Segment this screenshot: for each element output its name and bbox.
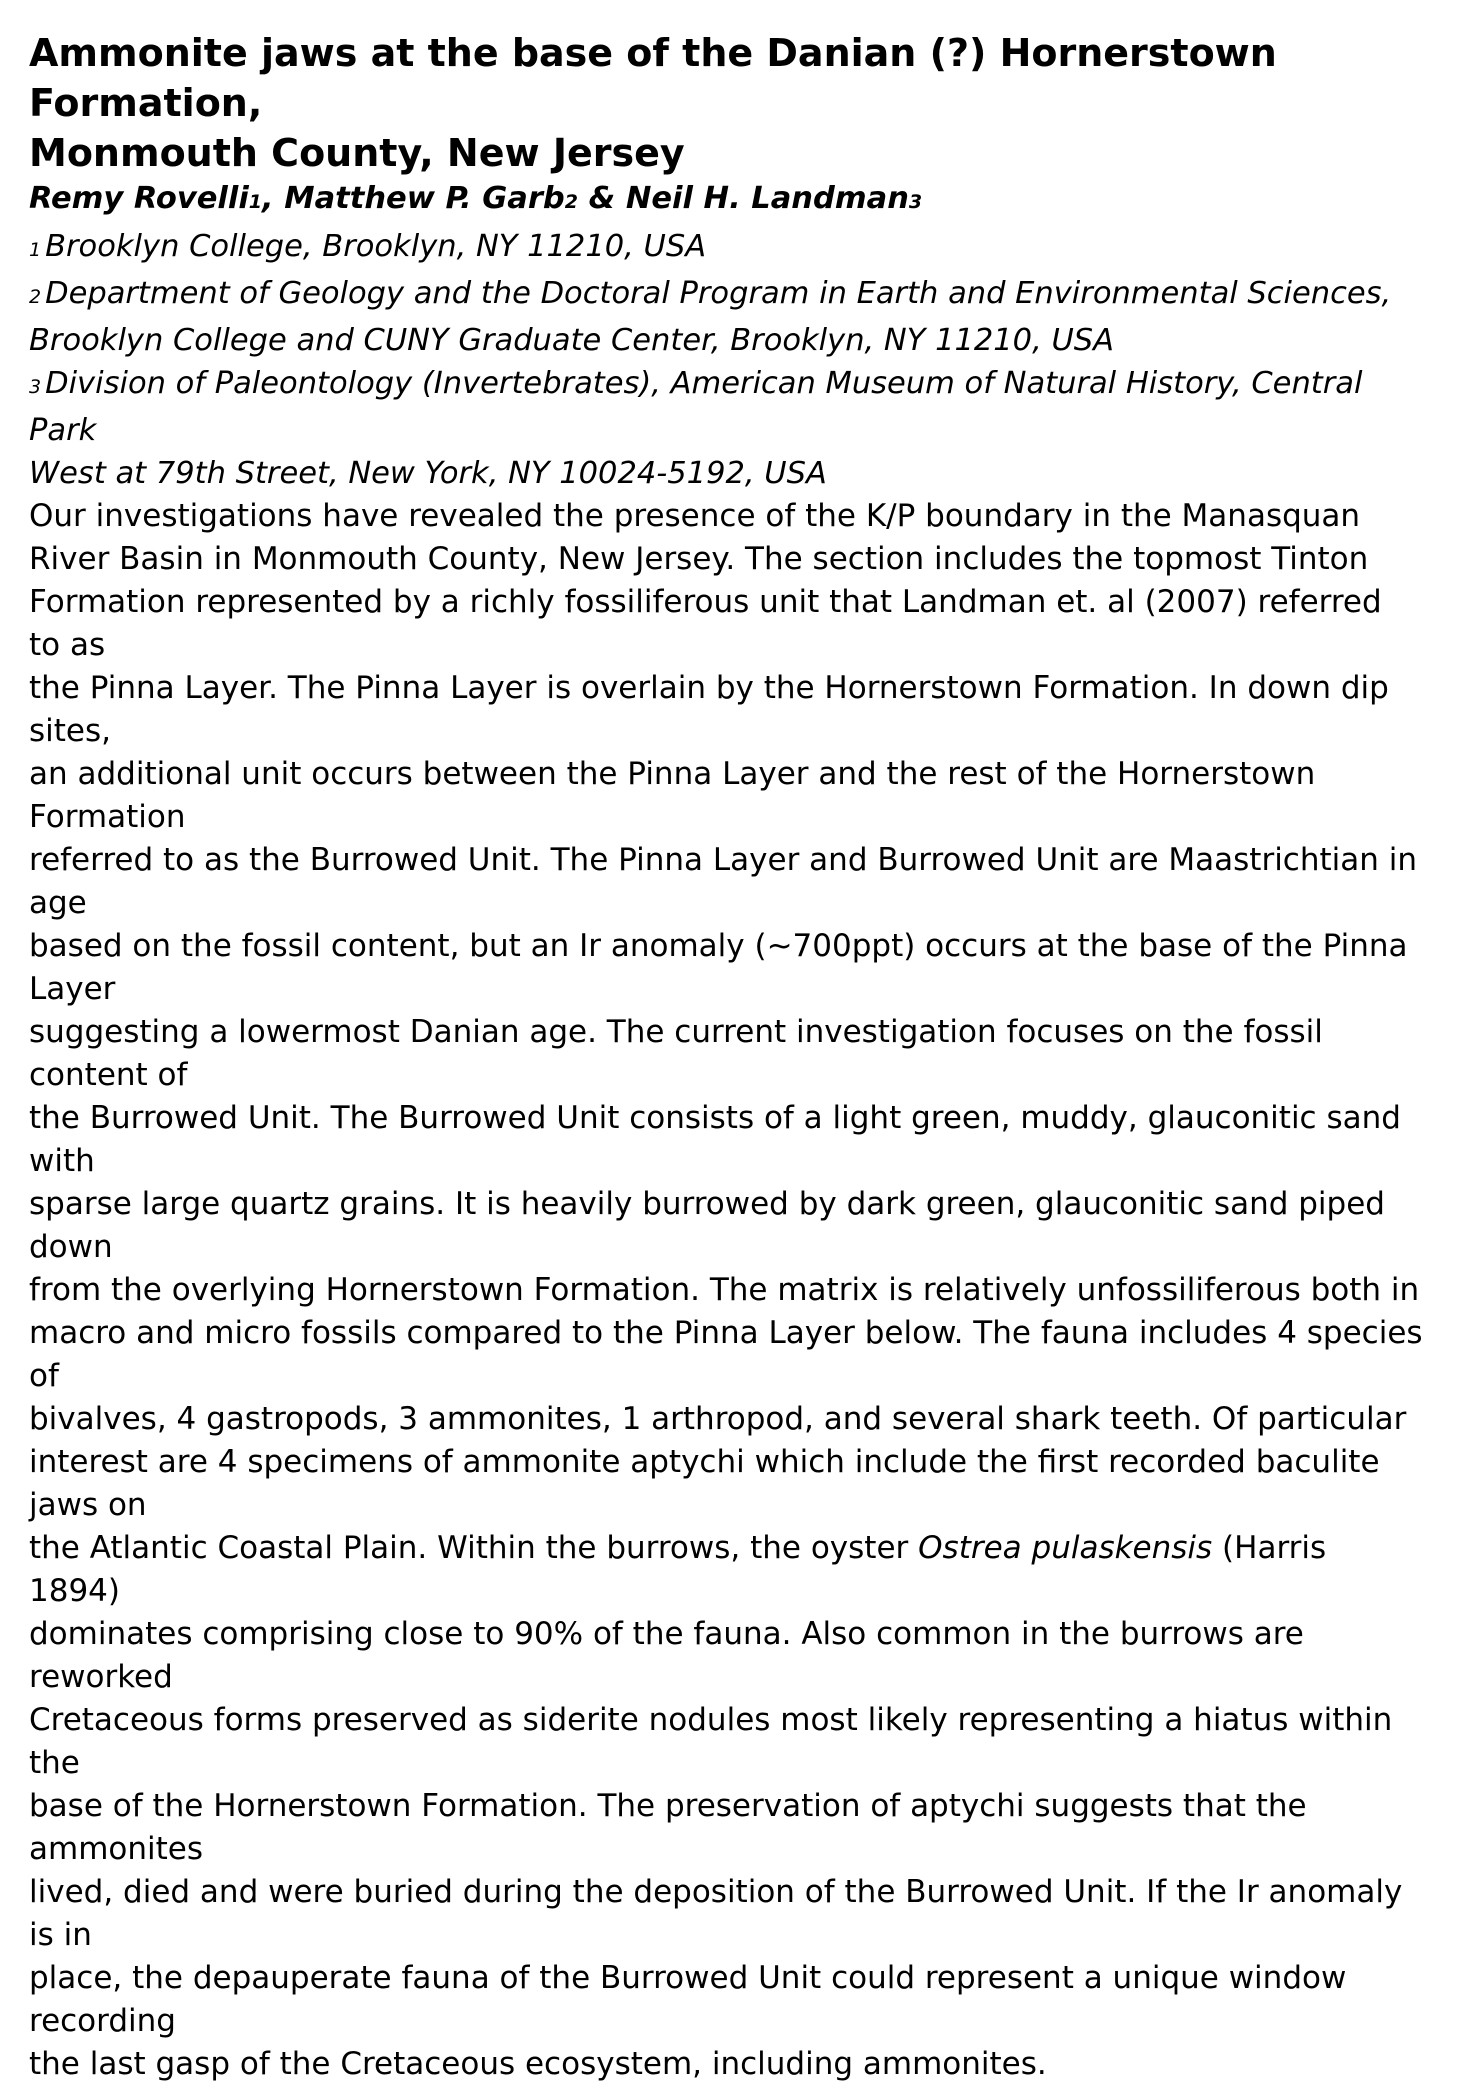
abstract-line: Formation	[29, 799, 186, 835]
affiliations	[29, 225, 1459, 495]
abstract-line: place, the depauperate fauna of the Burrowed Unit could represent a unique window	[29, 1960, 1347, 1996]
abstract-line: reworked	[29, 1659, 173, 1695]
abstract-line	[29, 1527, 1459, 1570]
page-title	[29, 28, 1459, 178]
abstract-line: sparse large quartz grains. It is heavily burrowed by dark green, glauconitic sand piped	[29, 1186, 1385, 1222]
affiliation-text: Brooklyn College, Brooklyn, NY 11210, USA	[45, 229, 707, 264]
abstract-line: with	[29, 1143, 95, 1179]
author-separator: &	[577, 181, 626, 216]
abstract-line: based on the fossil content, but an Ir anomaly (~700ppt) occurs at the base of the Pinna	[29, 928, 1408, 964]
affiliation-line	[29, 362, 1459, 409]
abstract-line: the last gasp of the Cretaceous ecosystem, including ammonites.	[29, 2046, 1047, 2082]
abstract-line: Our investigations have revealed the presence of the K/P boundary in the Manasquan	[29, 498, 1361, 534]
abstract-page	[29, 28, 1459, 2086]
abstract-body	[29, 495, 1459, 2086]
abstract-line: content of	[29, 1057, 188, 1093]
affiliation-line	[29, 225, 1459, 272]
title-line: Formation,	[29, 81, 263, 125]
abstract-line: dominates comprising close to 90% of the fauna. Also common in the burrows are	[29, 1616, 1304, 1652]
author-separator: ,	[262, 181, 285, 216]
abstract-line: an additional unit occurs between the Pinna Layer and the rest of the Hornerstown	[29, 756, 1316, 792]
abstract-line: Cretaceous forms preserved as siderite nodules most likely representing a hiatus within	[29, 1702, 1393, 1738]
abstract-line: jaws on	[29, 1487, 147, 1523]
abstract-line: lived, died and were buried during the deposition of the Burrowed Unit. If the Ir anomaly	[29, 1874, 1403, 1910]
affiliation-text: Department of Geology and the Doctoral Program in Earth and Environmental Sciences,	[45, 276, 1392, 311]
abstract-line: to as	[29, 627, 106, 663]
abstract-line: down	[29, 1229, 113, 1265]
abstract-line: ammonites	[29, 1831, 203, 1867]
abstract-line: interest are 4 specimens of ammonite aptychi which include the first recorded baculite	[29, 1444, 1380, 1480]
affiliation-line: West at 79th Street, New York, NY 10024-5192, USA	[29, 456, 827, 491]
affiliation-line	[29, 272, 1459, 319]
abstract-line: Layer	[29, 971, 116, 1007]
species-name: Ostrea pulaskensis	[918, 1530, 1213, 1566]
abstract-line: age	[29, 885, 87, 921]
abstract-line: of	[29, 1358, 59, 1394]
title-line: Monmouth County, New Jersey	[29, 131, 685, 175]
abstract-line: is in	[29, 1917, 92, 1953]
abstract-text: the Atlantic Coastal Plain. Within the burrows, the oyster	[29, 1530, 919, 1566]
affiliation-line: Brooklyn College and CUNY Graduate Center, Brooklyn, NY 11210, USA	[29, 323, 1115, 358]
author-name: Neil H. Landman	[625, 181, 909, 216]
author-name: Remy Rovelli	[29, 181, 249, 216]
abstract-line: the Burrowed Unit. The Burrowed Unit consists of a light green, muddy, glauconitic sand	[29, 1100, 1401, 1136]
affiliation-text: Division of Paleontology (Invertebrates), American Museum of Natural History, Central	[45, 366, 1363, 401]
affiliation-number: 3	[29, 376, 42, 398]
abstract-line: sites,	[29, 713, 111, 749]
abstract-line: recording	[29, 2003, 176, 2039]
abstract-line: macro and micro fossils compared to the Pinna Layer below. The fauna includes 4 species	[29, 1315, 1423, 1351]
author-name: Matthew P. Garb	[284, 181, 565, 216]
affiliation-line: Park	[29, 413, 97, 448]
abstract-line: bivalves, 4 gastropods, 3 ammonites, 1 arthropod, and several shark teeth. Of particular	[29, 1401, 1407, 1437]
affiliation-number: 1	[29, 239, 42, 261]
abstract-line: 1894)	[29, 1573, 120, 1609]
abstract-line: the	[29, 1745, 80, 1781]
abstract-line: Formation represented by a richly fossiliferous unit that Landman et. al (2007) referred	[29, 584, 1382, 620]
affiliation-mark: 1	[248, 191, 263, 213]
affiliation-number: 2	[29, 286, 42, 308]
abstract-line: referred to as the Burrowed Unit. The Pinna Layer and Burrowed Unit are Maastrichtian in	[29, 842, 1418, 878]
abstract-line: suggesting a lowermost Danian age. The current investigation focuses on the fossil	[29, 1014, 1323, 1050]
author-list	[29, 176, 1459, 225]
affiliation-mark: 2	[564, 191, 578, 213]
affiliation-mark: 3	[908, 191, 923, 213]
title-line: Ammonite jaws at the base of the Danian (?) Hornerstown	[29, 31, 1277, 75]
abstract-line: the Pinna Layer. The Pinna Layer is overlain by the Hornerstown Formation. In down dip	[29, 670, 1389, 706]
abstract-line: base of the Hornerstown Formation. The preservation of aptychi suggests that the	[29, 1788, 1307, 1824]
abstract-line: from the overlying Hornerstown Formation. The matrix is relatively unfossiliferous both in	[29, 1272, 1420, 1308]
abstract-line: River Basin in Monmouth County, New Jersey. The section includes the topmost Tinton	[29, 541, 1369, 577]
abstract-text: (Harris	[1212, 1530, 1327, 1566]
